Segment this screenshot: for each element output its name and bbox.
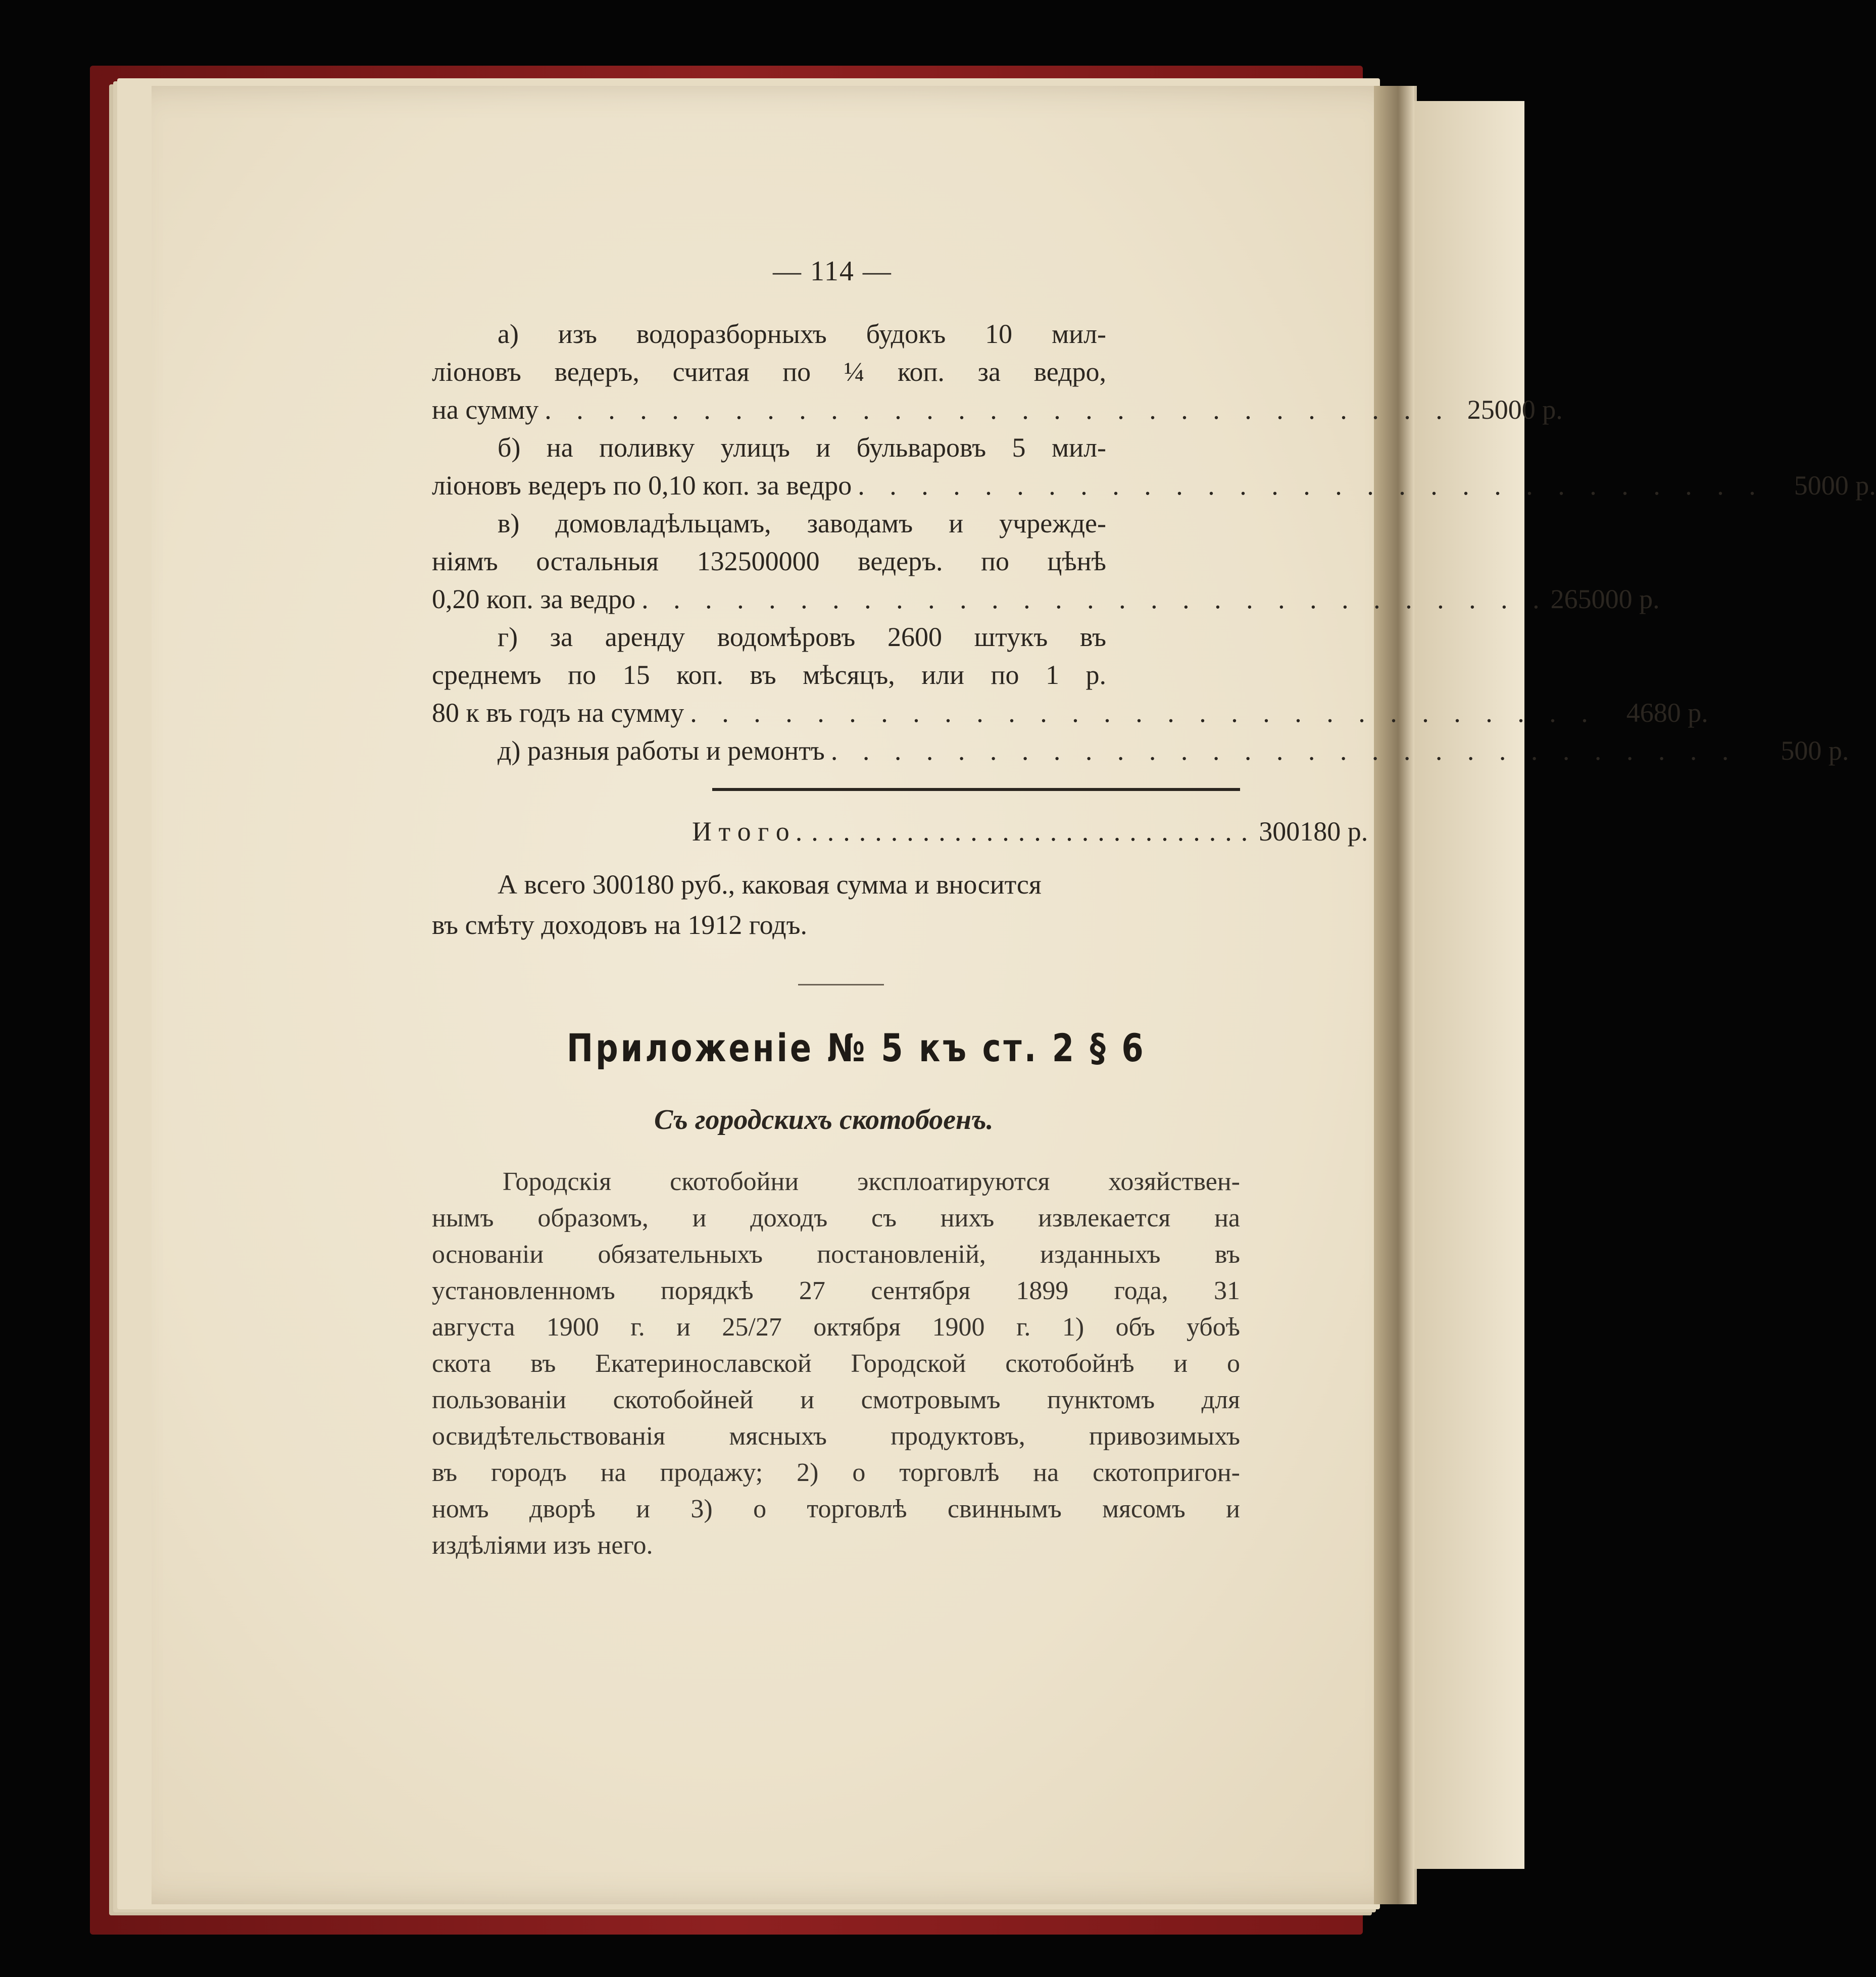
item-3-label: 80 к въ годъ на сумму bbox=[432, 698, 684, 728]
book-gutter bbox=[1374, 86, 1414, 1904]
item-2-label: 0,20 коп. за ведро bbox=[432, 584, 636, 614]
item-3-amount-row bbox=[432, 697, 1708, 728]
item-0-amount-row bbox=[432, 394, 1563, 425]
item-0-amount: 25000 р. bbox=[1467, 394, 1563, 425]
paragraph-line-3: основаніи обязательныхъ постановленій, изданныхъ въ bbox=[432, 1240, 1240, 1269]
item-3-amount: 4680 р. bbox=[1626, 698, 1708, 728]
item-2-leader: . . . . . . . . . . . . . . . . . . . . . . . . . . . . . bbox=[641, 584, 1549, 614]
item-4-label: д) разныя работы и ремонтъ bbox=[498, 735, 825, 766]
paragraph-line-5: августа 1900 г. и 25/27 октября 1900 г. 1) объ убоѣ bbox=[432, 1313, 1240, 1342]
paragraph-line-1: Городскія скотобойни эксплоатируются хозяйствен- bbox=[503, 1167, 1240, 1196]
paragraph-line-6: скота въ Екатеринославской Городской скотобойнѣ и о bbox=[432, 1349, 1240, 1378]
item-2-line-1: ніямъ остальныя 132500000 ведеръ. по цѣнѣ bbox=[432, 546, 1106, 576]
item-2-line-0: в) домовладѣльцамъ, заводамъ и учрежде- bbox=[498, 508, 1106, 538]
paragraph-line-7: пользованіи скотобойней и смотровымъ пунктомъ для bbox=[432, 1386, 1240, 1414]
total-leader: ............................. bbox=[795, 816, 1257, 847]
total-label: И т о г о bbox=[692, 816, 789, 847]
paragraph-line-4: установленномъ порядкѣ 27 сентября 1899 года, 31 bbox=[432, 1276, 1240, 1305]
item-2-amount-row bbox=[432, 583, 1660, 615]
paragraph-line-2: нымъ образомъ, и доходъ съ нихъ извлекается на bbox=[432, 1204, 1240, 1232]
item-1-label: ліоновъ ведеръ по 0,10 коп. за ведро bbox=[432, 470, 852, 501]
item-1-leader: . . . . . . . . . . . . . . . . . . . . . . . . . . . . . bbox=[858, 470, 1765, 501]
item-4-amount: 500 р. bbox=[1781, 735, 1849, 766]
total-row bbox=[432, 816, 1368, 847]
paragraph-line-11: издѣліями изъ него. bbox=[432, 1531, 653, 1560]
item-0-leader: . . . . . . . . . . . . . . . . . . . . . . . . . . . . . bbox=[545, 394, 1452, 425]
paragraph-line-10: номъ дворѣ и 3) о торговлѣ свиннымъ мясомъ и bbox=[432, 1495, 1240, 1523]
appendix-subheading: Съ городскихъ скотобоенъ. bbox=[654, 1104, 994, 1135]
item-2-amount: 265000 р. bbox=[1550, 584, 1660, 614]
item-4-amount-row bbox=[432, 735, 1849, 766]
item-1-amount: 5000 р. bbox=[1794, 470, 1876, 501]
paragraph-line-9: въ городъ на продажу; 2) о торговлѣ на скотопригон- bbox=[432, 1458, 1240, 1487]
item-1-line-0: б) на поливку улицъ и бульваровъ 5 мил- bbox=[498, 432, 1106, 463]
paragraph-line-8: освидѣтельствованія мясныхъ продуктовъ, привозимыхъ bbox=[432, 1422, 1240, 1451]
item-0-label: на сумму bbox=[432, 394, 539, 425]
appendix-heading: Приложеніе № 5 къ ст. 2 § 6 bbox=[567, 1025, 1146, 1070]
summary-line-1: А всего 300180 руб., каковая сумма и вносится bbox=[498, 869, 1042, 900]
total-rule bbox=[712, 788, 1240, 791]
section-divider bbox=[798, 984, 884, 985]
item-0-line-1: ліоновъ ведеръ, считая по ¼ коп. за ведро, bbox=[432, 357, 1106, 387]
page-number: — 114 — bbox=[773, 256, 892, 287]
facing-page-edge bbox=[1414, 101, 1524, 1869]
summary-line-2: въ смѣту доходовъ на 1912 годъ. bbox=[432, 910, 808, 940]
item-0-line-0: а) изъ водоразборныхъ будокъ 10 мил- bbox=[498, 319, 1106, 349]
item-4-leader: . . . . . . . . . . . . . . . . . . . . . . . . . . . . . bbox=[830, 735, 1738, 766]
item-3-line-0: г) за аренду водомѣровъ 2600 штукъ въ bbox=[498, 622, 1106, 652]
item-1-amount-row bbox=[432, 470, 1876, 501]
item-3-leader: . . . . . . . . . . . . . . . . . . . . . . . . . . . . . bbox=[690, 698, 1597, 728]
item-3-line-1: среднемъ по 15 коп. въ мѣсяцъ, или по 1 р. bbox=[432, 660, 1106, 690]
total-amount: 300180 р. bbox=[1259, 816, 1368, 847]
